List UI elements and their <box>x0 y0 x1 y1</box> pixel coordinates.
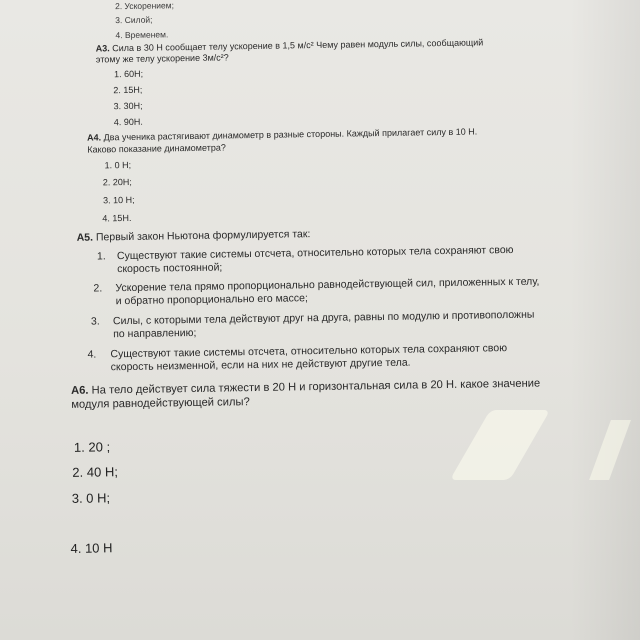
a5-option-4-num: 4. <box>87 348 97 361</box>
a6-option-4: 4. 10 Н <box>70 540 113 556</box>
a4-option-3: 3. 10 Н; <box>103 194 135 206</box>
a3-option-2: 2. 15Н; <box>113 84 143 96</box>
a6-option-2: 2. 40 Н; <box>72 464 119 480</box>
a5-option-2-line2: и обратно пропорционально его массе; <box>115 292 308 308</box>
question-a5-label: А5. <box>76 231 94 244</box>
question-a4-line1: Два ученика растягивают динамометр в разные стороны. Каждый прилагает силу в 10 Н. <box>101 126 478 143</box>
a6-option-3: 3. 0 Н; <box>71 490 111 506</box>
prev-option-2: 2. Ускорением; <box>114 0 175 12</box>
question-a6 <box>71 378 540 397</box>
a5-option-3-line1: Силы, с которыми тела действуют друг на друга, равны по модулю и противоположны <box>112 308 535 328</box>
a5-option-4-line1: Существуют такие системы отсчета, относительно которых тела сохраняют свою <box>110 342 508 361</box>
question-a3-line2: этому же телу ускорение 3м/с²? <box>95 52 229 65</box>
a3-option-3: 3. 30Н; <box>113 100 143 112</box>
question-a3-line1: Сила в 30 Н сообщает телу ускорение в 1,5 м/с² Чему равен модуль силы, сообщающий <box>109 37 484 54</box>
question-a6-line2: модуля равнодействующей силы? <box>71 396 250 411</box>
a5-option-2-num: 2. <box>93 282 103 295</box>
question-a5-text: Первый закон Ньютона формулируется так: <box>92 228 311 244</box>
a5-option-1-line2: скорость постоянной; <box>117 261 223 276</box>
a4-option-4: 4. 15Н. <box>102 212 132 224</box>
question-a4-line2: Каково показание динамометра? <box>87 142 226 155</box>
question-a3 <box>96 37 484 53</box>
a4-option-2: 2. 20Н; <box>102 176 132 188</box>
a4-option-1: 1. 0 Н; <box>104 159 132 171</box>
prev-option-4: 4. Временем. <box>115 29 169 41</box>
a3-option-1: 1. 60Н; <box>114 68 144 80</box>
question-a6-line1: На тело действует сила тяжести в 20 Н и горизонтальная сила в 20 Н. какое значение <box>88 377 541 397</box>
a5-option-1-line1: Существуют такие системы отсчета, относительно которых тела сохраняют свою <box>116 243 514 263</box>
a5-option-4-line2: скорость неизменной, если на них не действуют другие тела. <box>110 356 411 374</box>
a5-option-3-line2: по направлению; <box>113 326 197 341</box>
a3-option-4: 4. 90Н. <box>113 116 143 128</box>
a5-option-1-num: 1. <box>96 250 106 263</box>
question-a5 <box>77 228 311 244</box>
prev-option-3: 3. Силой; <box>115 14 153 26</box>
question-a3-label: А3. <box>95 43 110 54</box>
a5-option-2-line1: Ускорение тела прямо пропорционально равнодействующей сил, приложенных к телу, <box>115 275 540 295</box>
question-a4-label: А4. <box>87 132 102 143</box>
a6-option-1: 1. 20 ; <box>73 439 111 455</box>
question-a6-label: А6. <box>70 384 89 397</box>
a5-option-3-num: 3. <box>90 315 100 328</box>
question-a4 <box>87 127 477 143</box>
